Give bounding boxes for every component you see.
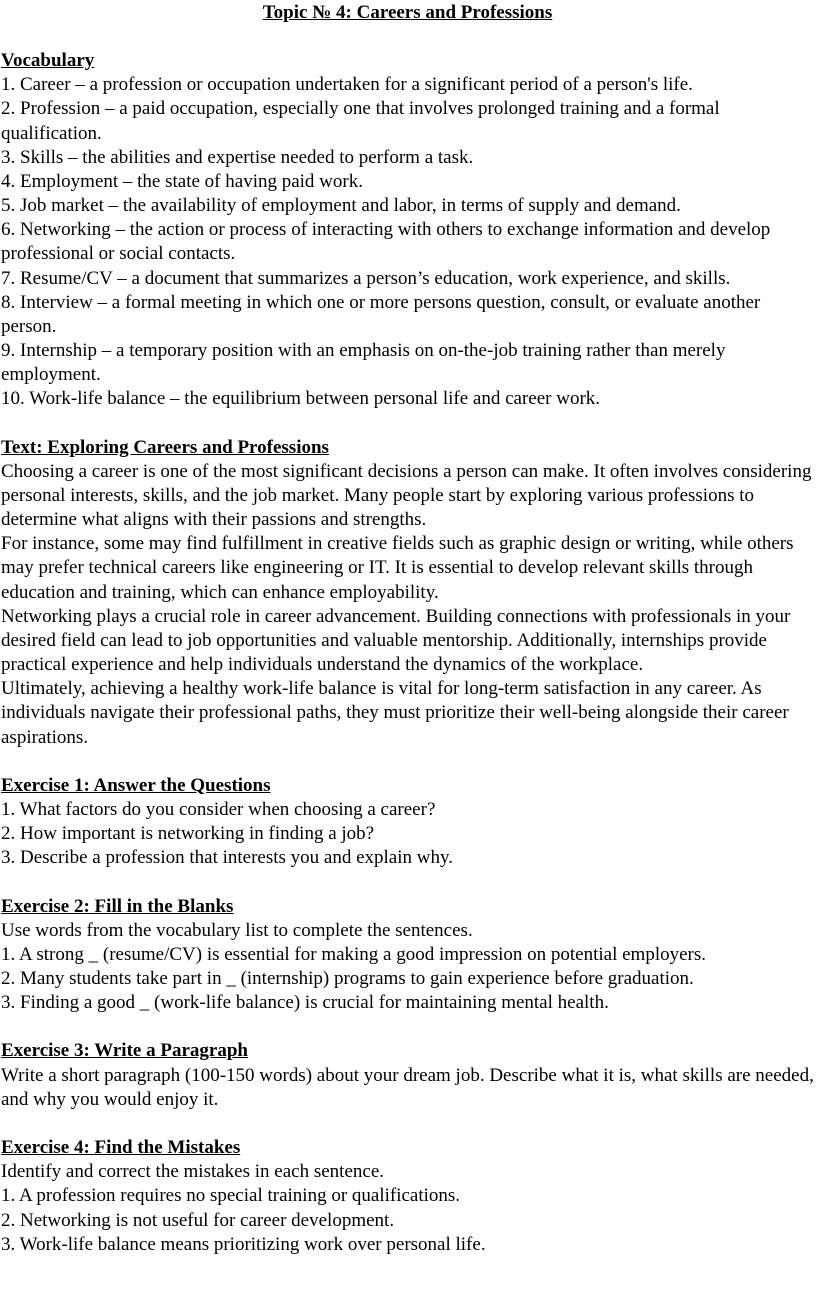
exercise-4-instruction: Identify and correct the mistakes in each sentence. xyxy=(1,1161,384,1183)
vocabulary-item: 1. Career – a profession or occupation undertaken for a significant period of a person's life. xyxy=(1,74,693,96)
mistake-sentence: 3. Work-life balance means prioritizing work over personal life. xyxy=(1,1233,486,1255)
exercise-1-section xyxy=(1,774,814,871)
text-paragraph: Ultimately, achieving a healthy work-life balance is vital for long-term satisfaction in any career. As individuals navigate their professional paths, they must prioritize their well-being alongside their career aspirations. xyxy=(1,678,789,748)
exercise-4-heading: Exercise 4: Find the Mistakes xyxy=(1,1137,241,1159)
mistake-sentence: 1. A profession requires no special training or qualifications. xyxy=(1,1185,461,1207)
text-paragraph: Choosing a career is one of the most significant decisions a person can make. It often involves considering personal interests, skills, and the job market. Many people start by exploring various professions to determine what aligns with their passions and strengths. xyxy=(1,460,812,531)
text-section xyxy=(1,436,814,750)
exercise-3-section xyxy=(1,1039,814,1111)
exercise-3-heading: Exercise 3: Write a Paragraph xyxy=(1,1040,248,1062)
exercise-2-heading: Exercise 2: Fill in the Blanks xyxy=(1,895,234,917)
text-heading: Text: Exploring Careers and Professions xyxy=(1,436,329,458)
vocabulary-heading: Vocabulary xyxy=(1,50,95,72)
vocabulary-item: 4. Employment – the state of having paid work. xyxy=(1,170,363,192)
vocabulary-item: 2. Profession – a paid occupation, especially one that involves prolonged training and a formal qualification. xyxy=(1,98,720,144)
page-title: Topic № 4: Careers and Professions xyxy=(262,2,553,23)
exercise-4-section xyxy=(1,1136,814,1257)
exercise-1-heading: Exercise 1: Answer the Questions xyxy=(1,774,271,796)
exercise-3-instruction: Write a short paragraph (100-150 words) about your dream job. Describe what it is, what skills are needed, and why you would enjoy it. xyxy=(1,1064,814,1110)
document-page xyxy=(0,1,816,1257)
vocabulary-item: 3. Skills – the abilities and expertise needed to perform a task. xyxy=(1,146,474,168)
vocabulary-item: 6. Networking – the action or process of interacting with others to exchange information and develop professional or social contacts. xyxy=(1,219,771,265)
question-item: 1. What factors do you consider when choosing a career? xyxy=(1,798,436,820)
text-paragraph: For instance, some may find fulfillment in creative fields such as graphic design or writing, while others may prefer technical careers like engineering or IT. It is essential to develop relevant skills through education and training, which can enhance employability. xyxy=(1,533,794,603)
vocabulary-item: 10. Work-life balance – the equilibrium between personal life and career work. xyxy=(1,388,601,410)
vocabulary-section xyxy=(1,49,814,411)
mistake-sentence: 2. Networking is not useful for career development. xyxy=(1,1209,395,1231)
vocabulary-item: 8. Interview – a formal meeting in which one or more persons question, consult, or evaluate another person. xyxy=(1,291,761,337)
blank-sentence: 1. A strong _ (resume/CV) is essential for making a good impression on potential employers. xyxy=(1,943,707,965)
exercise-2-instruction: Use words from the vocabulary list to complete the sentences. xyxy=(1,919,473,941)
blank-sentence: 2. Many students take part in _ (internship) programs to gain experience before graduation. xyxy=(1,968,694,990)
vocabulary-item: 5. Job market – the availability of employment and labor, in terms of supply and demand. xyxy=(1,195,681,217)
vocabulary-item: 7. Resume/CV – a document that summarizes a person’s education, work experience, and skills. xyxy=(1,267,731,289)
text-paragraph: Networking plays a crucial role in career advancement. Building connections with professionals in your desired field can lead to job opportunities and valuable mentorship. Additionally, internships provide practical experience and help individuals understand the dynamics of the workplace. xyxy=(1,605,791,676)
question-item: 3. Describe a profession that interests you and explain why. xyxy=(1,847,454,869)
vocabulary-item: 9. Internship – a temporary position with an emphasis on on-the-job training rather than merely employment. xyxy=(1,340,726,386)
exercise-2-section xyxy=(1,895,814,1016)
blank-sentence: 3. Finding a good _ (work-life balance) is crucial for maintaining mental health. xyxy=(1,992,609,1014)
question-item: 2. How important is networking in finding a job? xyxy=(1,823,375,845)
